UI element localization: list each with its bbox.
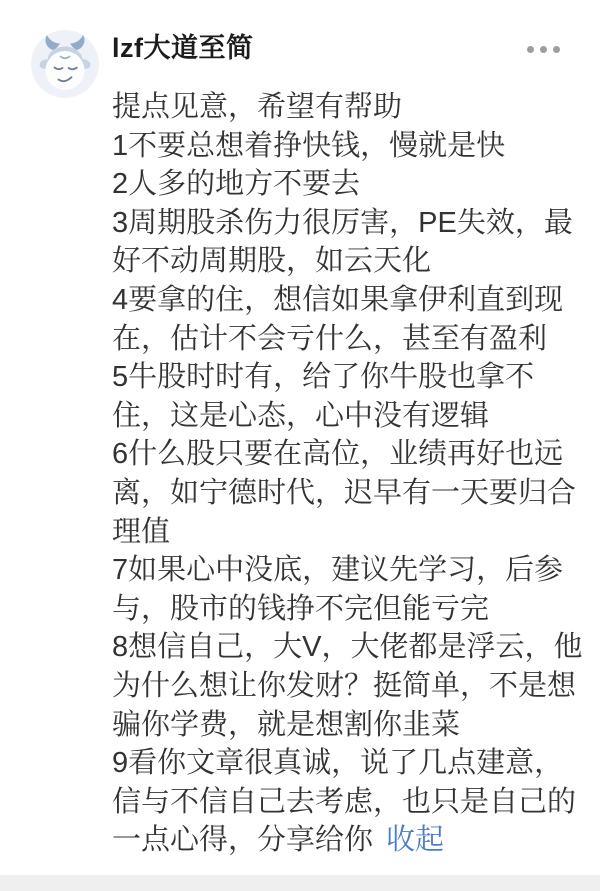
ox-avatar-icon — [31, 30, 99, 98]
comment-paragraph: 1不要总想着挣快钱，慢就是快 — [112, 129, 506, 162]
comment-paragraph: 3周期股杀伤力很厉害，PE失效，最好不动周期股，如云天化 — [112, 206, 573, 278]
comment-header — [112, 31, 562, 65]
bottom-divider — [0, 875, 600, 891]
avatar[interactable] — [31, 30, 99, 98]
comment-paragraph: 6什么股只要在高位，业绩再好也远离，如宁德时代，迟早有一天要归合理值 — [112, 438, 577, 548]
comment-paragraph-last — [112, 744, 585, 860]
username[interactable]: lzf大道至简 — [112, 33, 254, 63]
comment-paragraph: 2人多的地方不要去 — [112, 168, 361, 201]
comment-paragraph: 4要拿的住，想信如果拿伊利直到现在，估计不会亏什么，甚至有盈利 — [112, 283, 564, 355]
dot — [540, 46, 547, 53]
comment-body — [112, 88, 585, 860]
collapse-link[interactable]: 收起 — [386, 824, 445, 857]
comment-paragraph: 提点见意，希望有帮助 — [112, 91, 403, 123]
comment-paragraph: 8想信自己，大V，大佬都是浮云，他为什么想让你发财？挺简单，不是想骗你学费，就是想割你韭菜 — [112, 631, 583, 741]
comment-paragraph: 9看你文章很真诚，说了几点建意，信与不信自己去考虑，也只是自己的一点心得，分享给你 — [112, 747, 577, 857]
more-options-icon[interactable] — [525, 44, 562, 55]
comment-paragraph: 5牛股时时有，给了你牛股也拿不住，这是心态，心中没有逻辑 — [112, 361, 535, 432]
dot — [553, 46, 560, 53]
comment-paragraphs — [112, 88, 585, 744]
dot — [527, 46, 534, 53]
comment-paragraph: 7如果心中没底，建议先学习，后参与，股市的钱挣不完但能亏完 — [112, 554, 564, 625]
